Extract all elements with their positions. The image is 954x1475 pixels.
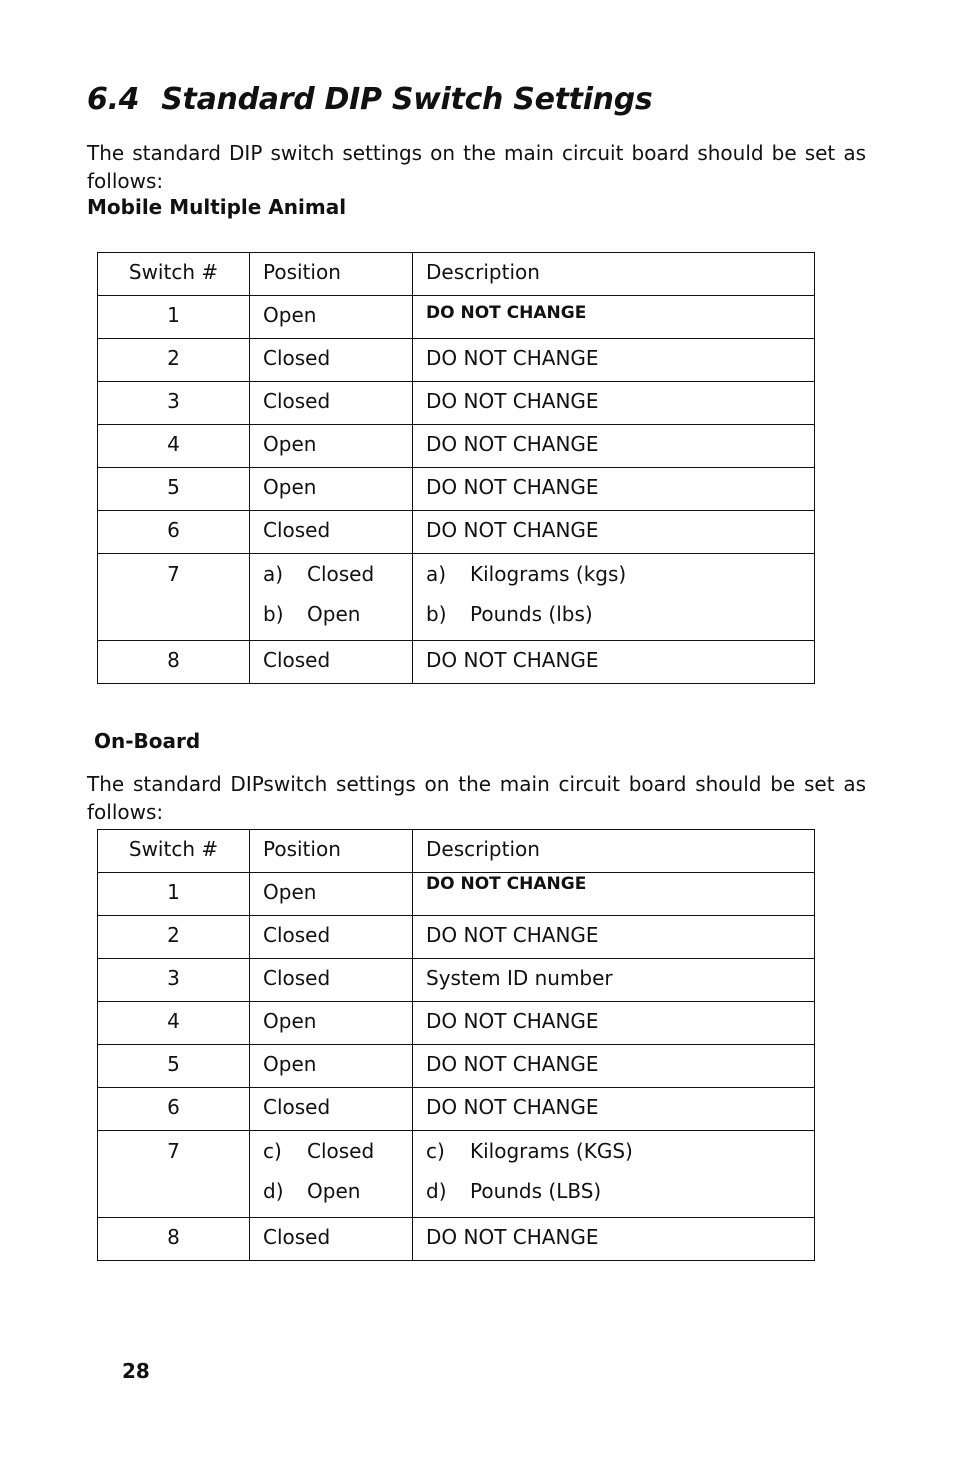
switch-number: 5 [98, 1045, 250, 1088]
table-row [98, 1131, 815, 1218]
switch-description: DO NOT CHANGE [413, 1218, 815, 1261]
switch-description: DO NOT CHANGE [413, 339, 815, 382]
switch-position: Open [250, 1002, 413, 1045]
header-switch: Switch # [98, 253, 250, 296]
option-marker: a) [263, 562, 284, 586]
switch-position [250, 1131, 413, 1218]
switch-position: Closed [250, 959, 413, 1002]
table-row [98, 873, 815, 916]
switch-position: Open [250, 296, 413, 339]
option-text: Closed [307, 1139, 375, 1163]
option-marker: b) [263, 602, 284, 626]
option-marker: b) [426, 602, 447, 626]
switch-description: DO NOT CHANGE [413, 511, 815, 554]
page-number: 28 [122, 1359, 150, 1383]
header-description: Description [413, 830, 815, 873]
table-row [98, 468, 815, 511]
switch-number: 5 [98, 468, 250, 511]
switch-number: 3 [98, 959, 250, 1002]
header-description: Description [413, 253, 815, 296]
switch-description: DO NOT CHANGE [413, 382, 815, 425]
switch-position: Open [250, 468, 413, 511]
switch-description [413, 1131, 815, 1218]
switch-number: 3 [98, 382, 250, 425]
switch-description: DO NOT CHANGE [413, 873, 815, 916]
switch-number: 1 [98, 296, 250, 339]
switch-description: DO NOT CHANGE [413, 1002, 815, 1045]
switch-number: 7 [98, 554, 250, 641]
switch-position: Closed [250, 339, 413, 382]
table-row [98, 339, 815, 382]
switch-position: Open [250, 1045, 413, 1088]
option-text: Open [307, 1179, 361, 1203]
table-row [98, 554, 815, 641]
table-row [98, 641, 815, 684]
section-title: Standard DIP Switch Settings [161, 82, 653, 117]
switch-number: 4 [98, 425, 250, 468]
switch-number: 6 [98, 511, 250, 554]
mobile-heading: Mobile Multiple Animal [87, 195, 347, 219]
description-option [426, 1131, 801, 1171]
switch-description: DO NOT CHANGE [413, 916, 815, 959]
header-switch: Switch # [98, 830, 250, 873]
switch-number: 6 [98, 1088, 250, 1131]
option-marker: d) [263, 1179, 284, 1203]
table-row [98, 959, 815, 1002]
table-row [98, 916, 815, 959]
table-row [98, 1088, 815, 1131]
switch-position: Closed [250, 641, 413, 684]
option-text: Open [307, 602, 361, 626]
switch-number: 2 [98, 916, 250, 959]
table-header-row [98, 830, 815, 873]
table-row [98, 1045, 815, 1088]
switch-position [250, 554, 413, 641]
position-option [263, 1131, 399, 1171]
switch-position: Closed [250, 511, 413, 554]
table-row [98, 511, 815, 554]
table-row [98, 425, 815, 468]
mobile-switch-table [97, 252, 815, 684]
switch-description: DO NOT CHANGE [413, 641, 815, 684]
option-marker: a) [426, 562, 447, 586]
option-text: Closed [307, 562, 375, 586]
switch-number: 8 [98, 641, 250, 684]
table-row [98, 382, 815, 425]
switch-number: 7 [98, 1131, 250, 1218]
switch-description [413, 554, 815, 641]
header-position: Position [250, 253, 413, 296]
description-option [426, 594, 801, 634]
onboard-switch-table [97, 829, 815, 1261]
option-text: Kilograms (KGS) [470, 1139, 633, 1163]
switch-description: DO NOT CHANGE [413, 425, 815, 468]
switch-number: 2 [98, 339, 250, 382]
position-option [263, 1171, 399, 1211]
option-text: Kilograms (kgs) [470, 562, 627, 586]
table-header-row [98, 253, 815, 296]
table-row [98, 1002, 815, 1045]
switch-position: Open [250, 425, 413, 468]
position-option [263, 554, 399, 594]
table-row [98, 1218, 815, 1261]
onboard-intro-paragraph: The standard DIPswitch settings on the main circuit board should be set as follows: [87, 772, 866, 824]
switch-position: Closed [250, 1088, 413, 1131]
option-marker: c) [263, 1139, 282, 1163]
onboard-heading: On-Board [94, 729, 201, 753]
switch-position: Closed [250, 1218, 413, 1261]
option-text: Pounds (lbs) [470, 602, 593, 626]
switch-description: DO NOT CHANGE [413, 468, 815, 511]
switch-number: 4 [98, 1002, 250, 1045]
description-option [426, 554, 801, 594]
switch-position: Open [250, 873, 413, 916]
switch-description: DO NOT CHANGE [413, 1088, 815, 1131]
switch-number: 1 [98, 873, 250, 916]
option-text: Pounds (LBS) [470, 1179, 602, 1203]
intro-paragraph: The standard DIP switch settings on the main circuit board should be set as follows: [87, 141, 866, 193]
switch-description: DO NOT CHANGE [413, 1045, 815, 1088]
section-number: 6.4 [87, 82, 140, 117]
option-marker: c) [426, 1139, 445, 1163]
position-option [263, 594, 399, 634]
description-option [426, 1171, 801, 1211]
section-heading [87, 82, 652, 117]
switch-number: 8 [98, 1218, 250, 1261]
switch-position: Closed [250, 382, 413, 425]
switch-description: DO NOT CHANGE [413, 296, 815, 339]
switch-description: System ID number [413, 959, 815, 1002]
switch-position: Closed [250, 916, 413, 959]
option-marker: d) [426, 1179, 447, 1203]
table-row [98, 296, 815, 339]
header-position: Position [250, 830, 413, 873]
